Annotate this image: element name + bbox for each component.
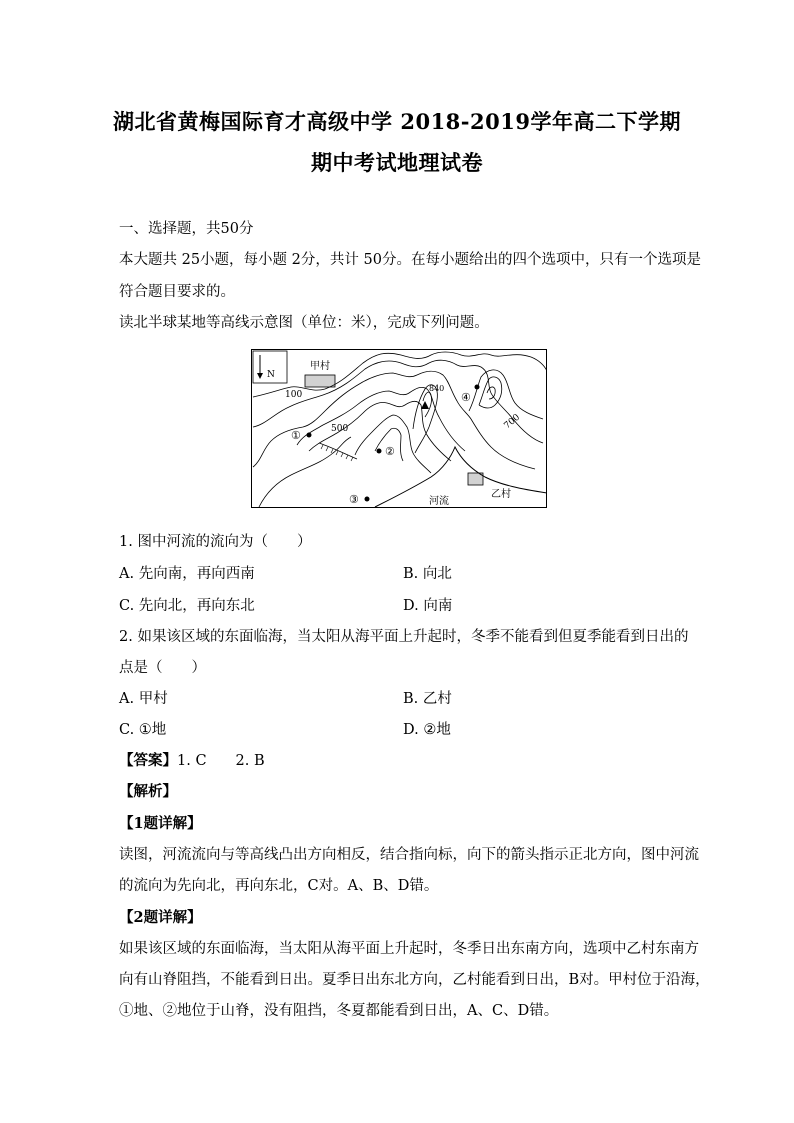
point-1-label: ① xyxy=(291,429,301,442)
section-intro-line-2: 符合题目要求的。 xyxy=(119,284,235,300)
answer-text: 1. C 2. B xyxy=(177,753,265,769)
question-2-option-b: B. 乙村 xyxy=(403,691,452,707)
village-a-label: 甲村 xyxy=(310,361,330,372)
question-1-option-d: D. 向南 xyxy=(403,598,453,614)
village-a-icon xyxy=(305,375,335,387)
analysis-label: 【解析】 xyxy=(119,783,177,800)
title-line-1: 湖北省黄梅国际育才高级中学 2018-2019学年高二下学期 xyxy=(113,109,681,134)
question-2-stem-line-1: 2. 如果该区域的东面临海，当太阳从海平面上升起时，冬季不能看到但夏季能看到日出的 xyxy=(119,629,689,645)
question-1-option-b: B. 向北 xyxy=(403,566,452,582)
analysis-q1-heading: 【1题详解】 xyxy=(119,815,202,832)
answer-label: 【答案】 xyxy=(119,752,177,769)
point-2-dot xyxy=(377,449,382,454)
answer-line xyxy=(119,749,265,770)
question-1-option-c: C. 先向北，再向东北 xyxy=(119,598,255,614)
section-heading: 一、选择题，共50分 xyxy=(119,221,254,237)
question-2-stem-line-2: 点是（ ） xyxy=(119,660,206,676)
section-intro-line-1: 本大题共 25小题，每小题 2分，共计 50分。在每小题给出的四个选项中，只有一个选项是 xyxy=(119,252,701,268)
point-4-dot xyxy=(475,385,480,390)
contour-100-label: 100 xyxy=(285,390,303,400)
point-2-label: ② xyxy=(385,445,395,458)
point-1-dot xyxy=(307,433,312,438)
analysis-q2-heading: 【2题详解】 xyxy=(119,909,202,926)
contour-700-label: 700 xyxy=(502,412,523,432)
question-1-option-a: A. 先向南，再向西南 xyxy=(119,566,255,582)
contour-map xyxy=(251,349,547,508)
map-prompt: 读北半球某地等高线示意图（单位：米），完成下列问题。 xyxy=(119,315,489,331)
village-b-label: 乙村 xyxy=(491,489,511,500)
analysis-q2-line-3: ①地、②地位于山脊，没有阻挡，冬夏都能看到日出，A、C、D错。 xyxy=(119,1003,559,1019)
analysis-q1-line-1: 读图，河流流向与等高线凸出方向相反，结合指向标，向下的箭头指示正北方向，图中河流 xyxy=(119,847,699,863)
analysis-q2-line-1: 如果该区域的东面临海，当太阳从海平面上升起时，冬季日出东南方向，选项中乙村东南方 xyxy=(119,941,699,957)
question-1-stem: 1. 图中河流的流向为（ ） xyxy=(119,534,312,550)
title-line-2: 期中考试地理试卷 xyxy=(311,150,483,175)
point-3-dot xyxy=(365,497,370,502)
question-2-option-a: A. 甲村 xyxy=(119,691,168,707)
point-4-label: ④ xyxy=(461,391,471,404)
contour-500-label: 500 xyxy=(331,424,349,434)
peak-label: 840 xyxy=(429,384,445,393)
question-2-option-d: D. ②地 xyxy=(403,722,451,738)
north-label: N xyxy=(267,370,275,380)
river-label: 河流 xyxy=(429,496,449,507)
question-2-option-c: C. ①地 xyxy=(119,722,167,738)
point-3-label: ③ xyxy=(349,493,359,506)
analysis-q2-line-2: 向有山脊阻挡，不能看到日出。夏季日出东北方向，乙村能看到日出，B对。甲村位于沿海， xyxy=(119,972,710,988)
analysis-q1-line-2: 的流向为先向北，再向东北，C对。A、B、D错。 xyxy=(119,878,439,894)
